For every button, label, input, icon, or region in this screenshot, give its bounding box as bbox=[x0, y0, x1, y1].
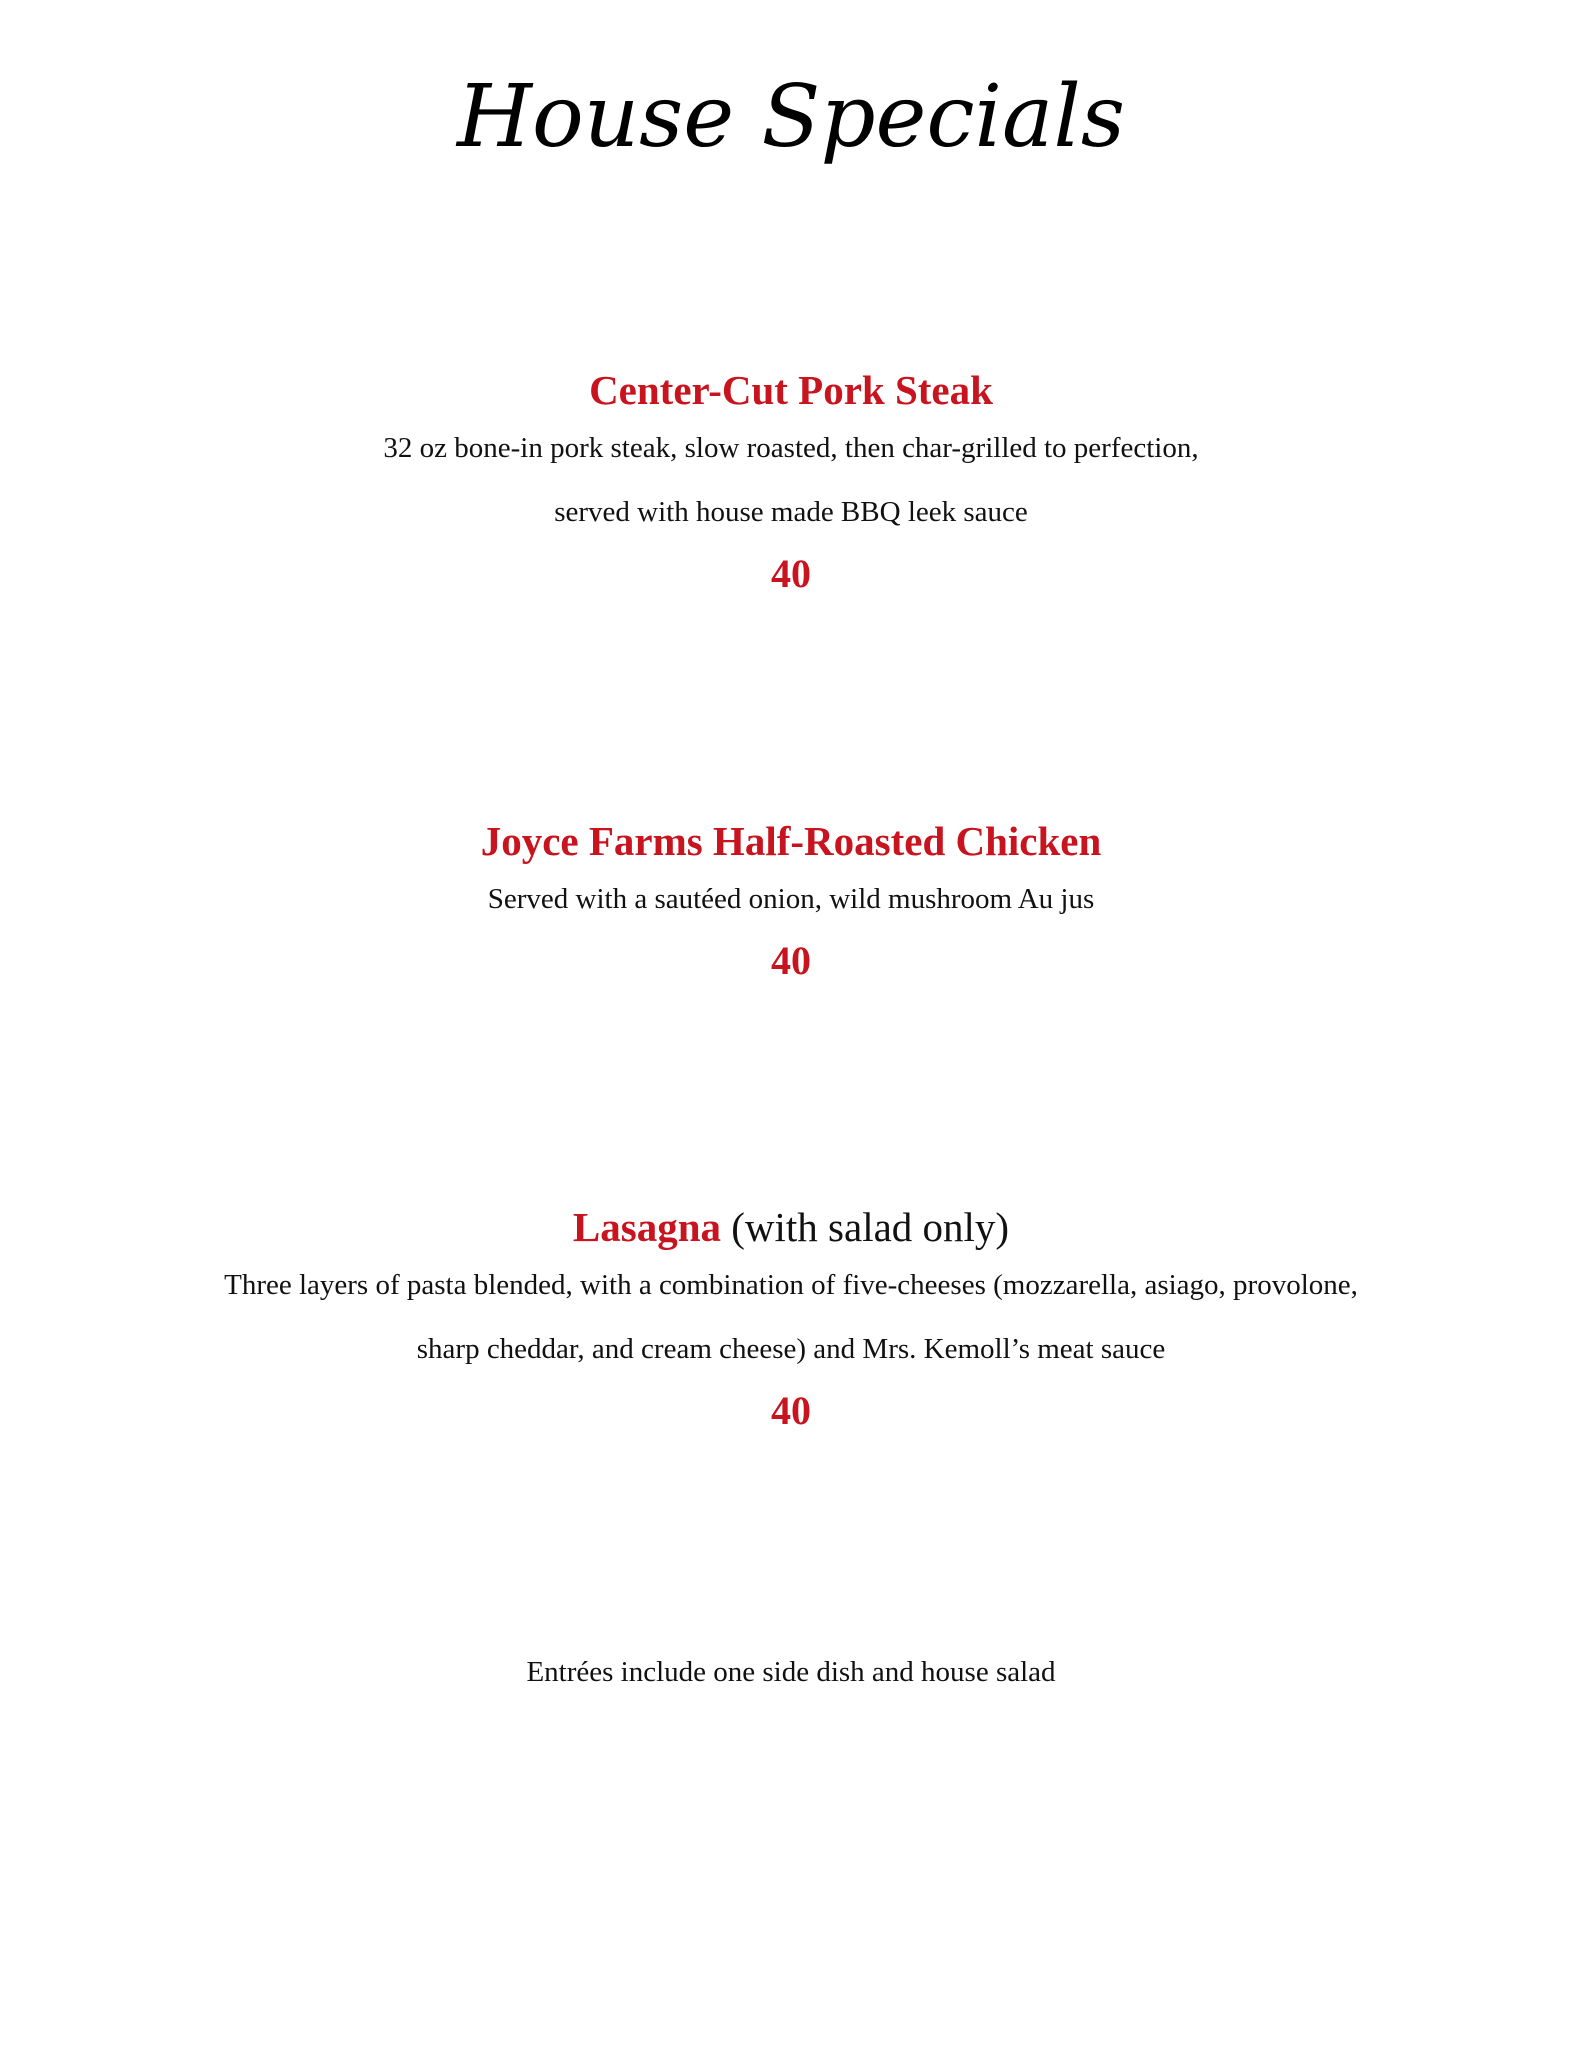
menu-item-name bbox=[0, 1201, 1582, 1253]
description-line: sharp cheddar, and cream cheese) and Mrs. Kemoll’s meat sauce bbox=[416, 1333, 1166, 1365]
menu-item-price: 40 bbox=[771, 938, 811, 983]
description-line: 32 oz bone-in pork steak, slow roasted, then char-grilled to perfection, bbox=[383, 432, 1199, 464]
description-line: Three layers of pasta blended, with a combination of five-cheeses (mozzarella, asiago, provolone, bbox=[224, 1269, 1358, 1301]
description-line: served with house made BBQ leek sauce bbox=[554, 496, 1028, 528]
menu-item-price: 40 bbox=[771, 1388, 811, 1433]
menu-item-title: Center-Cut Pork Steak bbox=[589, 367, 993, 413]
menu-item bbox=[0, 815, 1582, 987]
menu-item bbox=[0, 1201, 1582, 1437]
footer-note: Entrées include one side dish and house salad bbox=[526, 1656, 1056, 1688]
menu-item-note: (with salad only) bbox=[731, 1204, 1010, 1250]
menu-item-name bbox=[0, 364, 1582, 416]
menu-item-title: Lasagna bbox=[572, 1204, 721, 1250]
menu-item-description bbox=[0, 416, 1582, 544]
menu-item-description bbox=[0, 1253, 1582, 1381]
description-line: Served with a sautéed onion, wild mushroom Au jus bbox=[487, 883, 1095, 915]
menu-item bbox=[0, 364, 1582, 600]
menu-item-name bbox=[0, 815, 1582, 867]
page-title: House Specials bbox=[457, 67, 1125, 167]
menu-item-title: Joyce Farms Half-Roasted Chicken bbox=[480, 818, 1102, 864]
menu-item-description bbox=[0, 867, 1582, 931]
menu-item-price: 40 bbox=[771, 551, 811, 596]
